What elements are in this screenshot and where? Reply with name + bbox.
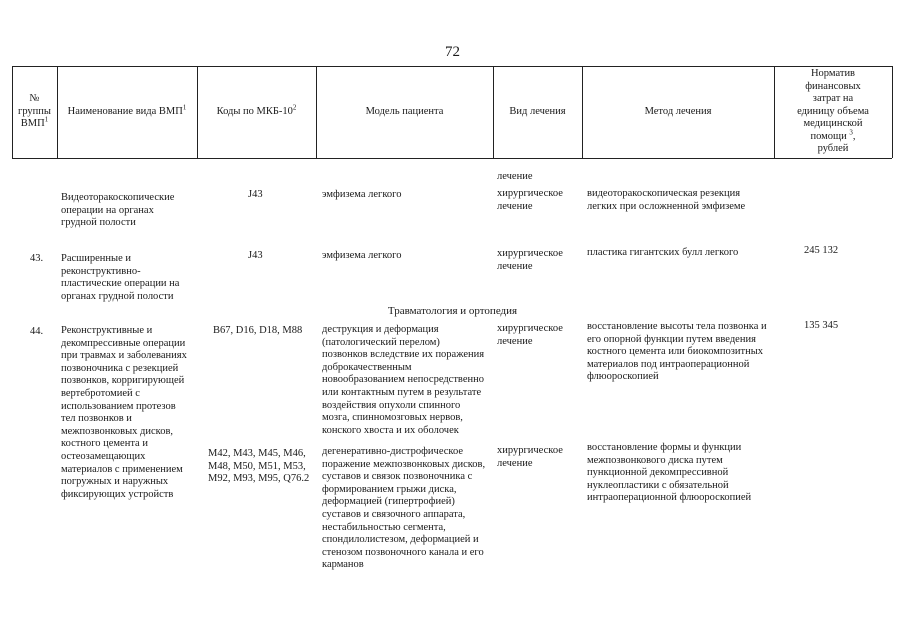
page-number: 72: [445, 44, 460, 60]
row1-model: эмфизема легкого: [322, 189, 402, 200]
row1-method: видеоторакоскопическая резекция легких при осложненной эмфиземе: [587, 188, 746, 212]
header-name: Наименование вида ВМП$^1$: [67, 103, 187, 117]
row1-code: J43: [248, 189, 263, 200]
row3-method: восстановление высоты тела позвонка и его опорной функции путем введения костного цемента или биокомпозитных материалов под интраоперационной флюороскопией: [587, 321, 767, 383]
row4-treatment: хирургическое лечение: [497, 445, 563, 469]
row2-number: 43.: [30, 253, 44, 264]
header-method: Метод лечения: [644, 105, 712, 117]
header-group: № группы ВМП$^1$: [18, 93, 51, 130]
row3-norm: 135 345: [804, 320, 839, 331]
header-divider: [892, 66, 893, 158]
row2-norm: 245 132: [804, 245, 839, 256]
header-model: Модель пациента: [365, 105, 444, 117]
row4-code: M42, M43, M45, M46, M48, M50, M51, M53, M92, M93, M95, Q76.2: [208, 448, 310, 485]
header-norm: Норматив финансовых затрат на единицу объема медицинской помощи $^3$, рублей: [797, 67, 869, 155]
header-codes: Коды по МКБ-$10^2$: [216, 103, 297, 117]
row3-number: 44.: [30, 326, 44, 337]
row3-model: деструкция и деформация (патологический перелом) позвонков вследствие их поражения доброкачественным новообразованием непосредственно или контактным путем в результате воздействия опухоли спинного мозга, спинномозговых нервов, конского хвоста и их оболочек: [322, 324, 485, 436]
section-heading: Травматология и ортопедия: [387, 305, 518, 317]
row1-name: Видеоторакоскопические операции на органах грудной полости: [61, 192, 175, 229]
row3-code: B67, D16, D18, M88: [213, 325, 303, 336]
carry-treatment: лечение: [497, 171, 533, 182]
row2-method: пластика гигантских булл легкого: [587, 247, 739, 258]
row4-model: дегенеративно-дистрофическое поражение межпозвонковых дисков, суставов и связок позвоночника с формированием грыжи диска, деформацией (гипертрофией) суставов и связочного аппарата, нестабильностью сегмента, спондилолистезом, деформацией и стенозом позвоночного канала и его карманов: [322, 446, 486, 571]
row4-method: восстановление формы и функции межпозвонкового диска путем пункционной декомпрессивной нуклеопластики с обязательной интраоперационной флюороскопией: [587, 442, 752, 504]
header-bottom-rule: [12, 158, 892, 159]
header-treatment: Вид лечения: [509, 105, 566, 117]
row2-treatment: хирургическое лечение: [497, 248, 563, 272]
row2-code: J43: [248, 250, 263, 261]
row3-treatment: хирургическое лечение: [497, 323, 563, 347]
row2-model: эмфизема легкого: [322, 250, 402, 261]
row3-name: Реконструктивные и декомпрессивные операции при травмах и заболеваниях позвоночника с резекцией позвонков, корригирующей вертебротомией с использованием протезов тел позвонков и межпозвонковых дисков, костного цемента и остеозамещающих материалов с применением погружных и наружных фиксирующих устройств: [61, 325, 187, 500]
row2-name: Расширенные и реконструктивно- пластические операции на органах грудной полости: [61, 253, 180, 302]
row1-treatment: хирургическое лечение: [497, 188, 563, 212]
